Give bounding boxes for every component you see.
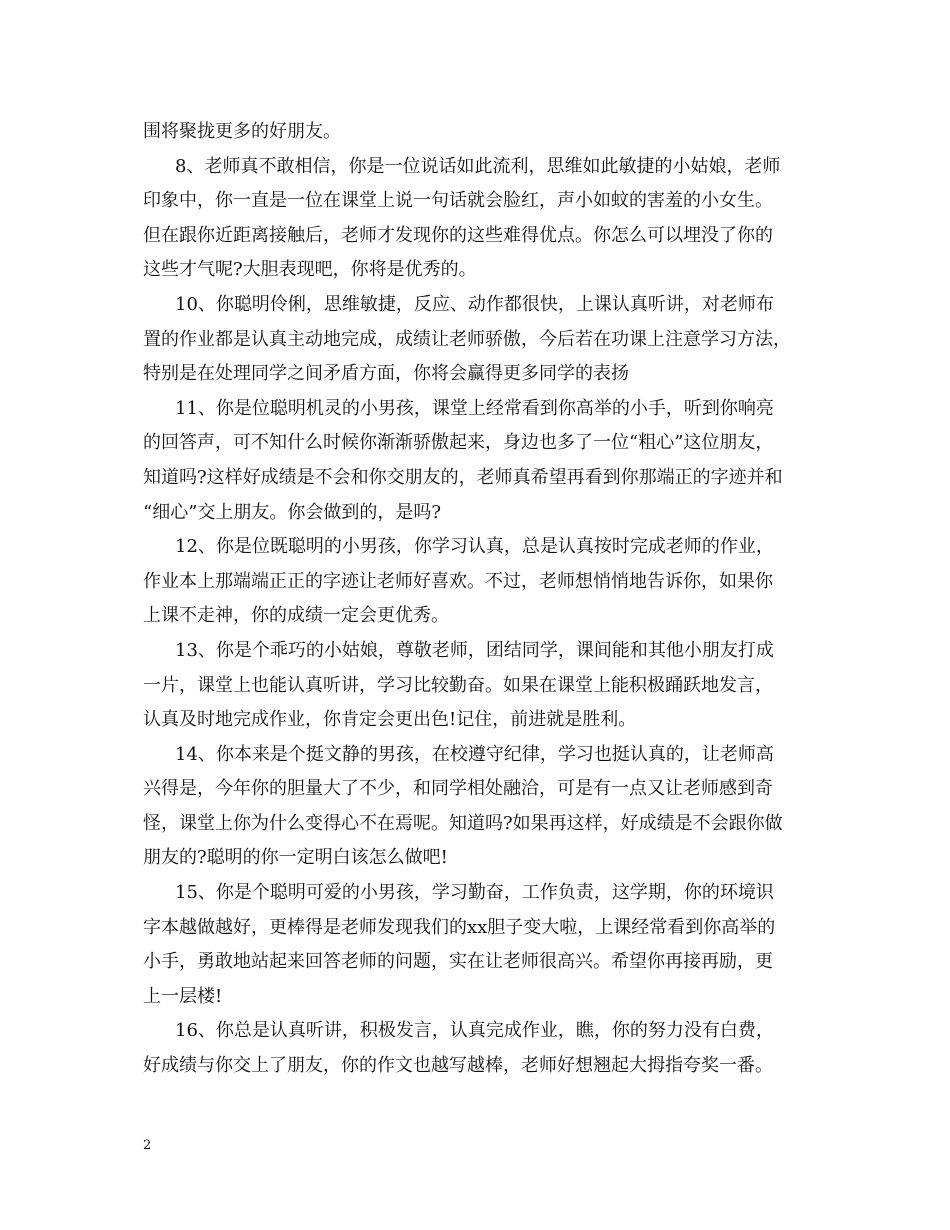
paragraph-start-line: 14、你本来是个挺文静的男孩，在校遵守纪律，学习也挺认真的，让老师高 bbox=[175, 743, 774, 765]
paragraph-start-line: 8、老师真不敢相信，你是一位说话如此流利，思维如此敏捷的小姑娘，老师 bbox=[175, 155, 781, 177]
text-line: 置的作业都是认真主动地完成，成绩让老师骄傲，今后若在功课上注意学习方法， bbox=[143, 328, 791, 350]
paragraph-start-line: 13、你是个乖巧的小姑娘，尊敬老师，团结同学，课间能和其他小朋友打成 bbox=[175, 639, 774, 661]
text-line: 知道吗?这样好成绩是不会和你交朋友的，老师真希望再看到你那端正的字迹并和 bbox=[143, 466, 783, 488]
text-line: 上一层楼! bbox=[143, 985, 223, 1007]
page-number: 2 bbox=[143, 1138, 152, 1153]
paragraph-start-line: 15、你是个聪明可爱的小男孩，学习勤奋，工作负责，这学期，你的环境识 bbox=[175, 882, 774, 904]
text-line: 印象中，你一直是一位在课堂上说一句话就会脸红，声小如蚊的害羞的小女生。 bbox=[143, 190, 773, 212]
text-line: 围将聚拢更多的好朋友。 bbox=[143, 121, 341, 142]
text-line: 好成绩与你交上了朋友，你的作文也越写越棒，老师好想翘起大拇指夸奖一番。 bbox=[143, 1055, 773, 1077]
text-line: 小手，勇敢地站起来回答老师的问题，实在让老师很高兴。希望你再接再励，更 bbox=[143, 951, 773, 973]
paragraph-start-line: 10、你聪明伶俐，思维敏捷，反应、动作都很快，上课认真听讲，对老师布 bbox=[175, 293, 774, 315]
text-line: 的回答声，可不知什么时候你渐渐骄傲起来，身边也多了一位“粗心”这位朋友， bbox=[143, 432, 774, 454]
text-line: 上课不走神，你的成绩一定会更优秀。 bbox=[143, 605, 449, 627]
paragraph-start-line: 11、你是位聪明机灵的小男孩，课堂上经常看到你高举的小手，听到你响亮 bbox=[175, 397, 774, 419]
text-line: 怪，课堂上你为什么变得心不在焉呢。知道吗?如果再这样，好成绩是不会跟你做 bbox=[143, 812, 783, 834]
paragraph-start-line: 16、你总是认真听讲，积极发言，认真完成作业，瞧，你的努力没有白费， bbox=[175, 1020, 774, 1042]
text-line: 兴得是，今年你的胆量大了不少，和同学相处融洽，可是有一点又让老师感到奇 bbox=[143, 778, 773, 800]
text-line: 认真及时地完成作业，你肯定会更出色!记住，前进就是胜利。 bbox=[143, 709, 637, 731]
paragraph-start-line: 12、你是位既聪明的小男孩，你学习认真，总是认真按时完成老师的作业， bbox=[175, 536, 774, 558]
document-body bbox=[143, 115, 815, 1084]
text-line: 字本越做越好，更棒得是老师发现我们的xx胆子变大啦，上课经常看到你高举的 bbox=[143, 916, 776, 938]
text-line: 特别是在处理同学之间矛盾方面，你将会赢得更多同学的表扬 bbox=[143, 363, 629, 385]
text-line: 朋友的?聪明的你一定明白该怎么做吧! bbox=[143, 847, 448, 869]
text-line: “细心”交上朋友。你会做到的，是吗? bbox=[143, 501, 442, 523]
text-line: 这些才气呢?大胆表现吧，你将是优秀的。 bbox=[143, 259, 477, 281]
text-line: 但在跟你近距离接触后，老师才发现你的这些难得优点。你怎么可以埋没了你的 bbox=[143, 224, 773, 246]
text-line: 作业本上那端端正正的字迹让老师好喜欢。不过，老师想悄悄地告诉你，如果你 bbox=[143, 570, 773, 592]
text-line: 一片，课堂上也能认真听讲，学习比较勤奋。如果在课堂上能积极踊跃地发言， bbox=[143, 674, 773, 696]
